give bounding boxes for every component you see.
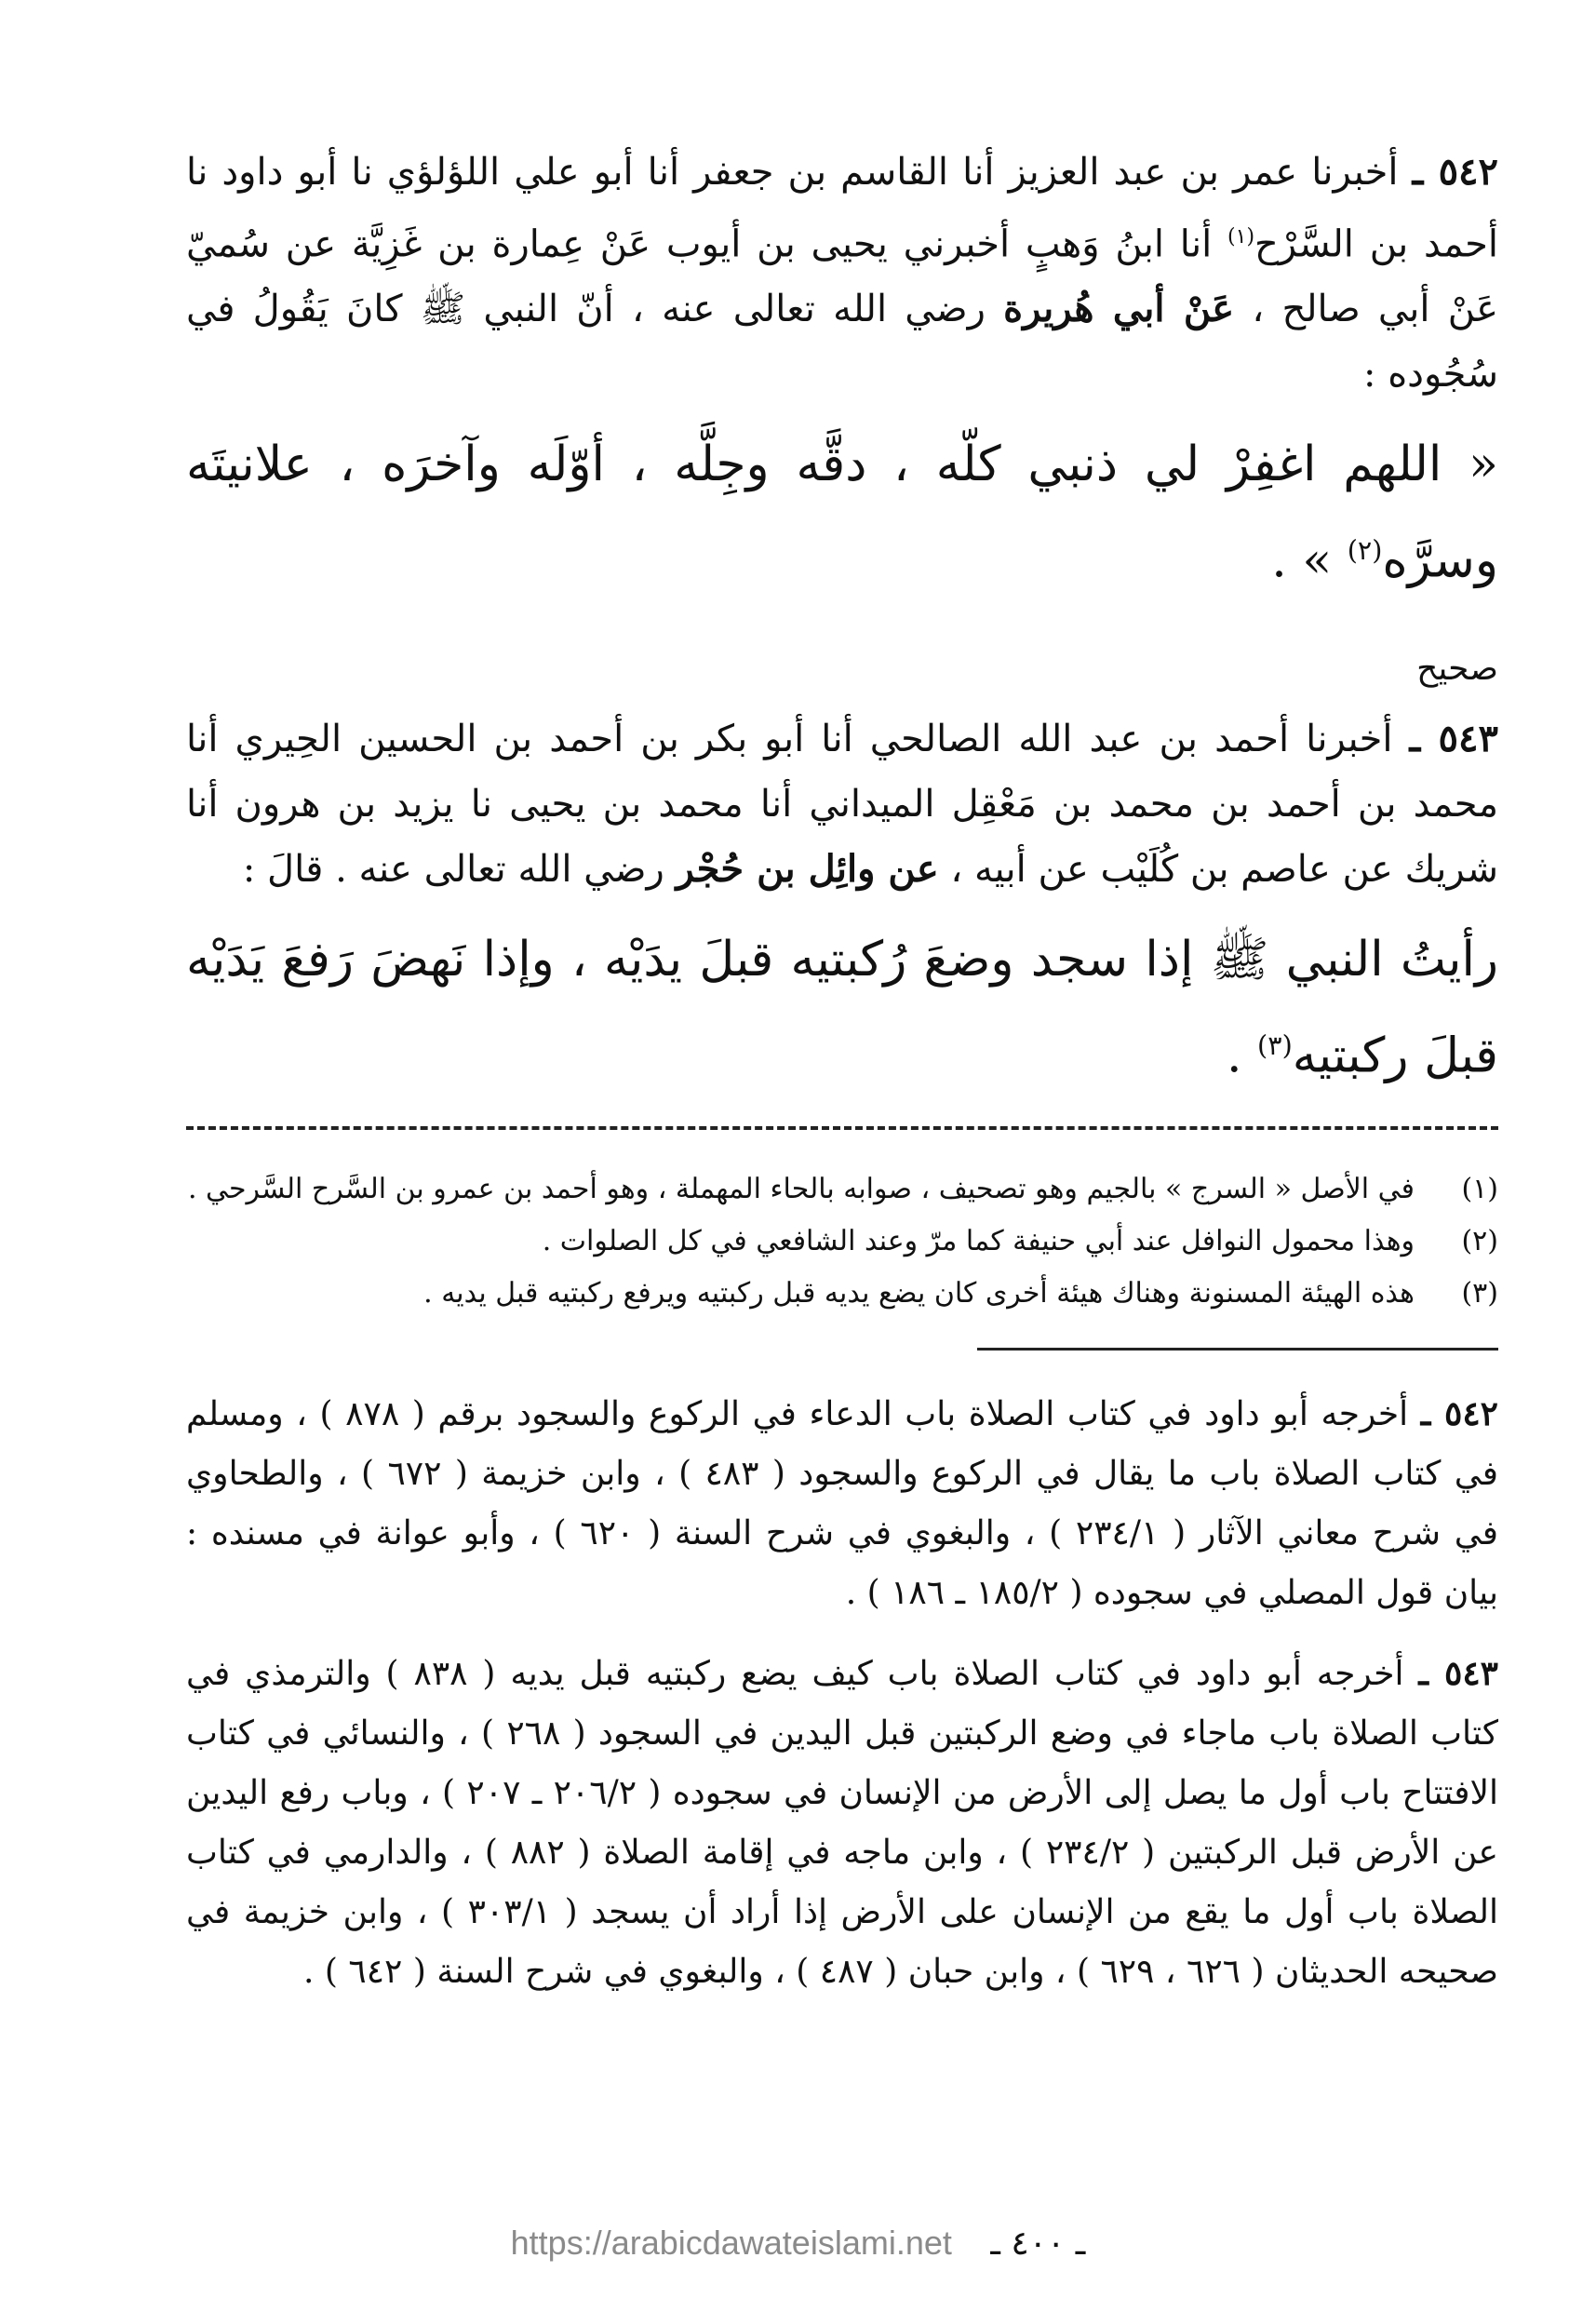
takhrij-543-number: ٥٤٣ ـ: [1418, 1653, 1498, 1693]
footnote-text: في الأصل « السرج » بالجيم وهو تصحيف ، صوابه بالحاء المهملة ، وهو أحمد بن عمرو بن السَّرح السَّرحي .: [187, 1172, 1415, 1205]
footnotes: [186, 1163, 1498, 1320]
takhrij-542-number: ٥٤٢ ـ: [1420, 1393, 1499, 1433]
footnote-mark: (٣): [1461, 1276, 1498, 1310]
footnote-item: [186, 1216, 1498, 1268]
takhrij-543: [186, 1644, 1498, 2002]
hadith-542-grade: صحيح: [1416, 649, 1498, 688]
hadith-543-matn: [186, 917, 1498, 1098]
footnote-separator: [186, 1126, 1498, 1130]
hadith-543-isnad-part-1: أخبرنا أحمد بن عبد الله الصالحي أنا أبو بكر بن أحمد بن الحسين الحِيري أنا محمد بن أحمد بن محمد بن مَعْقِل الميداني أنا محمد بن يحيى نا يزيد بن هرون أنا شريك عن عاصم بن كُلَيْب عن أبيه ،: [186, 717, 1498, 891]
page-footer: [0, 2220, 1596, 2267]
hadith-543-isnad: [186, 706, 1498, 902]
footnote-mark: (٢): [1461, 1224, 1498, 1257]
footnote-ref-3[interactable]: (٣): [1257, 1028, 1293, 1061]
hadith-542-isnad-part-1: أخبرنا عمر بن عبد العزيز أنا القاسم بن جعفر أنا أبو علي اللؤلؤي نا أبو داود نا أحمد بن السَّرْح: [186, 151, 1499, 266]
hadith-543-narrator: عن وائِل بن حُجْر: [676, 846, 939, 891]
hadith-542-isnad-part-3: رضي الله تعالى عنه ، أنّ النبي ﷺ كانَ يَقُولُ في سُجُوده :: [186, 288, 1498, 396]
footnote-text: وهذا محمول النوافل عند أبي حنيفة كما مرّ وعند الشافعي في كل الصلوات .: [542, 1224, 1415, 1257]
page-content: [186, 140, 1498, 2023]
hadith-543-matn-end: .: [1226, 1027, 1242, 1083]
hadith-543-matn-text: رأيتُ النبي ﷺ إذا سجد وضعَ رُكبتيه قبلَ يدَيْه ، وإذا نَهضَ رَفعَ يَدَيْه قبلَ ركبتيه: [186, 931, 1498, 1083]
hadith-542-matn: [186, 422, 1498, 603]
takhrij-542-text: أخرجه أبو داود في كتاب الصلاة باب الدعاء في الركوع والسجود برقم ( ٨٧٨ ) ، ومسلم في كتاب الصلاة باب ما يقال في الركوع والسجود ( ٤٨٣ ) ، وابن خزيمة ( ٦٧٢ ) ، والطحاوي في شرح معاني الآثار ( ٢٣٤/١ ) ، والبغوي في شرح السنة ( ٦٢٠ ) ، وأبو عوانة في مسنده : بيان قول المصلي في سجوده ( ١٨٥/٢ ـ ١٨٦ ) .: [186, 1394, 1498, 1612]
hadith-543-isnad-part-2: رضي الله تعالى عنه . قالَ :: [242, 847, 664, 891]
page-number: ـ ٤٠٠ ـ: [990, 2224, 1086, 2263]
watermark-url[interactable]: https://arabicdawateislami.net: [510, 2224, 952, 2262]
hadith-543-number: ٥٤٣ ـ: [1409, 716, 1498, 760]
footnote-ref-1[interactable]: (١): [1227, 225, 1255, 249]
footnote-mark: (١): [1461, 1172, 1498, 1205]
hadith-542-matn-text: « اللهم اغفِرْ لي ذنبي كلّه ، دقَّه وجِلَّه ، أوّلَه وآخرَه ، علانيتَه وسرَّه: [186, 437, 1498, 589]
takhrij-543-text: أخرجه أبو داود في كتاب الصلاة باب كيف يضع ركبتيه قبل يديه ( ٨٣٨ ) والترمذي في كتاب الصلاة باب ماجاء في وضع الركبتين قبل اليدين في السجود ( ٢٦٨ ) ، والنسائي في كتاب الافتتاح باب أول ما يصل إلى الأرض من الإنسان في سجوده ( ٢٠٦/٢ ـ ٢٠٧ ) ، وباب رفع اليدين عن الأرض قبل الركبتين ( ٢٣٤/٢ ) ، وابن ماجه في إقامة الصلاة ( ٨٨٢ ) ، والدارمي في كتاب الصلاة باب أول ما يقع من الإنسان على الأرض إذا أراد أن يسجد ( ٣٠٣/١ ) ، وابن خزيمة في صحيحه الحديثان ( ٦٢٦ ، ٦٢٩ ) ، وابن حبان ( ٤٨٧ ) ، والبغوي في شرح السنة ( ٦٤٢ ) .: [186, 1654, 1499, 1991]
footnote-text: هذه الهيئة المسنونة وهناك هيئة أخرى كان يضع يديه قبل ركبتيه ويرفع ركبتيه قبل يديه .: [423, 1276, 1415, 1310]
hadith-542-isnad-part-2: أنا ابنُ وَهبٍ أخبرني يحيى بن أيوب عَنْ عِمارة بن غَزِيَّة عن سُميّ عَنْ أبي صالح ،: [186, 222, 1499, 331]
footnote-item: [186, 1163, 1498, 1216]
takhrij-separator: [977, 1348, 1498, 1351]
hadith-542-number: ٥٤٢ ـ: [1412, 150, 1499, 194]
footnote-item: [186, 1268, 1498, 1320]
hadith-542-isnad: [186, 140, 1498, 407]
takhrij-542: [186, 1384, 1498, 1623]
footnote-ref-2[interactable]: (٢): [1347, 534, 1383, 567]
hadith-542-narrator: عَنْ أبي هُريرة: [1003, 287, 1235, 331]
hadith-542-matn-end: » .: [1271, 532, 1333, 589]
